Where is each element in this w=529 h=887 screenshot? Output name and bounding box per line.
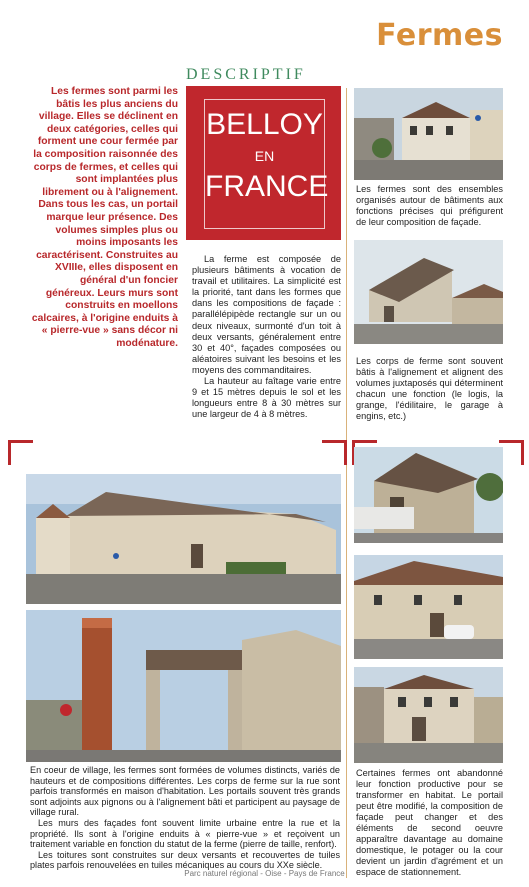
page-title: Fermes xyxy=(376,18,503,53)
photo-barn-fence xyxy=(354,447,503,543)
photo-farm-street xyxy=(26,474,341,604)
intro-text: Les fermes sont parmi les bâtis les plus anciens du village. Elles se déclinent en deux catégories, celles qui forment une cour fermée par la composition raisonnée des corps de fermes, et celles qui sont implantées plus librement ou à l'alignement. Dans tous les cas, un portail marque leur présence. Des volumes simples plus ou moins imposants les caractérisent. Construites au XVIIIe, elles disposent en général d'un foncier généreux. Leurs murs sont construits en moellons calcaires, à l'origine enduits à « pierre-vue » sans décor ni modénature. xyxy=(31,86,178,349)
body-text xyxy=(192,254,341,420)
body-paragraph-1: La ferme est composée de plusieurs bâtiments à vocation de travail et utilitaires. La simplicité est la priorité, tant dans les formes que dans les compositions de façade : parallélépipède rectangle sur un ou deux niveaux, surmonté d'un toit à deux versants, généralement entre 30 et 40°, façades composées ou aléatoires suivant les besoins et les moyens des commanditaires. xyxy=(192,254,341,375)
place-name-box xyxy=(186,86,341,240)
corner-mark-right xyxy=(322,440,347,465)
place-name-line2: EN xyxy=(254,148,275,164)
bottom-paragraph-2: Les murs des façades font souvent limite urbaine entre la rue et la propriété. Ils sont à l'origine enduits à « pierre-vue » et reçoivent un traitement variable en fonction du statut de la ferme (pierre de taille, renfort). xyxy=(30,817,340,850)
photo-farm-gateway xyxy=(26,610,341,762)
place-name-line3: FRANCE xyxy=(205,170,329,203)
photo-village-street xyxy=(354,88,503,180)
place-name-frame xyxy=(204,99,329,229)
bottom-text xyxy=(30,765,340,871)
caption-1: Les fermes sont des ensembles organisés autour de bâtiments aux fonctions précises qui préfigurent de leur composition de façade. xyxy=(356,184,503,227)
section-heading: DESCRIPTIF xyxy=(186,66,306,83)
bottom-paragraph-3: Les toitures sont construites sur deux versants et recouvertes de tuiles plates parfois renouvelées en tuiles mécaniques au cours du XXe siècle. xyxy=(30,849,340,871)
bottom-paragraph-1: En coeur de village, les fermes sont formées de volumes distincts, variés de hauteurs et de compositions différentes. Les corps de ferme sur la rue sont parfois transformés en maison d'habitation. Les portails souvent très grands sont adjoints aux pignons ou à l'alignement bâti et participent au paysage de village rural. xyxy=(30,765,340,818)
corner-mark-left xyxy=(8,440,33,465)
photo-long-barn xyxy=(354,240,503,344)
photo-farm-house xyxy=(354,555,503,659)
caption-2: Les corps de ferme sont souvent bâtis à l'alignement et alignent des volumes juxtaposés qui déterminent chacun une fonction (le logis, la grange, l'édilitaire, le garage à engins, etc.) xyxy=(356,356,503,421)
place-name-line1: BELLOY xyxy=(206,108,323,141)
photo-converted-farm xyxy=(354,667,503,763)
column-divider xyxy=(346,88,347,878)
footer: Parc naturel régional - Oise - Pays de France xyxy=(184,869,345,878)
body-paragraph-2: La hauteur au faîtage varie entre 9 et 15 mètres depuis le sol et les longueurs entre 8 à 30 mètres sur une largeur de 4 à 8 mètres. xyxy=(192,376,341,420)
caption-3: Certaines fermes ont abandonné leur fonction productive pour se transformer en habitat. Le portail peut être modifié, la composition de façade peut changer et des éléments de second oeuvre apparaître davantage au domaine domestique, le potager ou la cour devient un jardin d'agrément et un espace de stationnement. xyxy=(356,768,503,877)
